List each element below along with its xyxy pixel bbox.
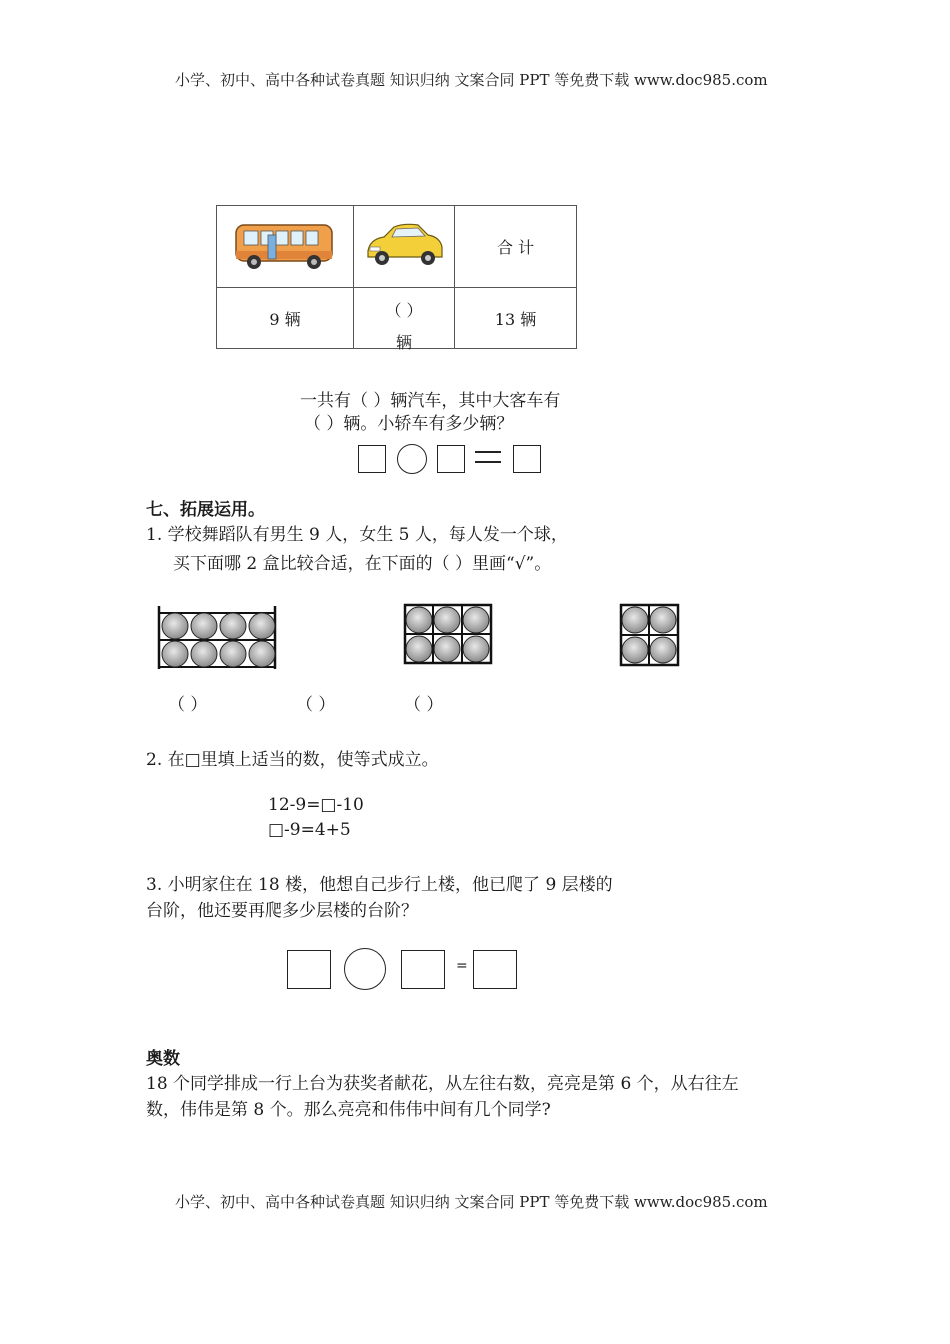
- answer-box: [513, 445, 541, 473]
- olympiad-line1: 18 个同学排成一行上台为获奖者献花，从左往右数，亮亮是第 6 个，从右往左: [146, 1074, 739, 1094]
- equation-2: □-9=4+5: [268, 820, 351, 840]
- section-7-title: 七、拓展运用。: [146, 500, 265, 520]
- q1-line2: 买下面哪 2 盒比较合适，在下面的（ ）里画“√”。: [173, 554, 552, 574]
- operator-circle: [344, 948, 386, 990]
- total-header: 合 计: [455, 206, 577, 288]
- answer-box: [287, 950, 331, 989]
- answer-box: [473, 950, 517, 989]
- olympiad-title: 奥数: [146, 1049, 180, 1069]
- page-footer: 小学、初中、高中各种试卷真题 知识归纳 文案合同 PPT 等免费下载 www.doc985.com: [175, 1193, 768, 1211]
- bus-cell: [217, 206, 354, 288]
- q2-text: 2. 在□里填上适当的数，使等式成立。: [146, 750, 439, 770]
- car-count-unit: 辆: [395, 333, 412, 352]
- answer-paren-3: （ ）: [404, 695, 444, 715]
- equation-1: 12-9=□-10: [268, 795, 364, 815]
- operator-circle: [397, 444, 427, 474]
- olympiad-line2: 数，伟伟是第 8 个。那么亮亮和伟伟中间有几个同学?: [146, 1100, 551, 1120]
- bus-count: 9 辆: [217, 288, 354, 349]
- equals-bar-bottom: [475, 461, 501, 463]
- q3-line2: 台阶，他还要再爬多少层楼的台阶？: [146, 901, 418, 921]
- answer-box: [358, 445, 386, 473]
- car-count-blank: （ ）: [385, 301, 423, 320]
- answer-box: [401, 950, 445, 989]
- car-count: [354, 288, 455, 352]
- equals-sign: =: [456, 958, 468, 974]
- question-top-line2: （ ）辆。小轿车有多少辆？: [304, 414, 514, 434]
- car-cell: [354, 206, 455, 288]
- answer-paren-1: （ ）: [168, 695, 208, 715]
- q1-line1: 1. 学校舞蹈队有男生 9 人，女生 5 人，每人发一个球，: [146, 525, 568, 545]
- answer-paren-2: （ ）: [296, 695, 336, 715]
- q3-line1: 3. 小明家住在 18 楼，他想自己步行上楼，他已爬了 9 层楼的: [146, 875, 613, 895]
- ball-box-8: [155, 603, 283, 671]
- ball-box-4: [618, 603, 682, 667]
- bus-icon: [230, 215, 340, 275]
- vehicle-table: [216, 205, 577, 352]
- question-top-line1: 一共有（ ）辆汽车，其中大客车有: [300, 391, 561, 411]
- equals-bar-top: [475, 451, 501, 453]
- page-header: 小学、初中、高中各种试卷真题 知识归纳 文案合同 PPT 等免费下载 www.doc985.com: [175, 71, 768, 89]
- car-icon: [362, 217, 446, 273]
- answer-box: [437, 445, 465, 473]
- total-count: 13 辆: [455, 288, 577, 349]
- ball-box-6: [402, 603, 494, 667]
